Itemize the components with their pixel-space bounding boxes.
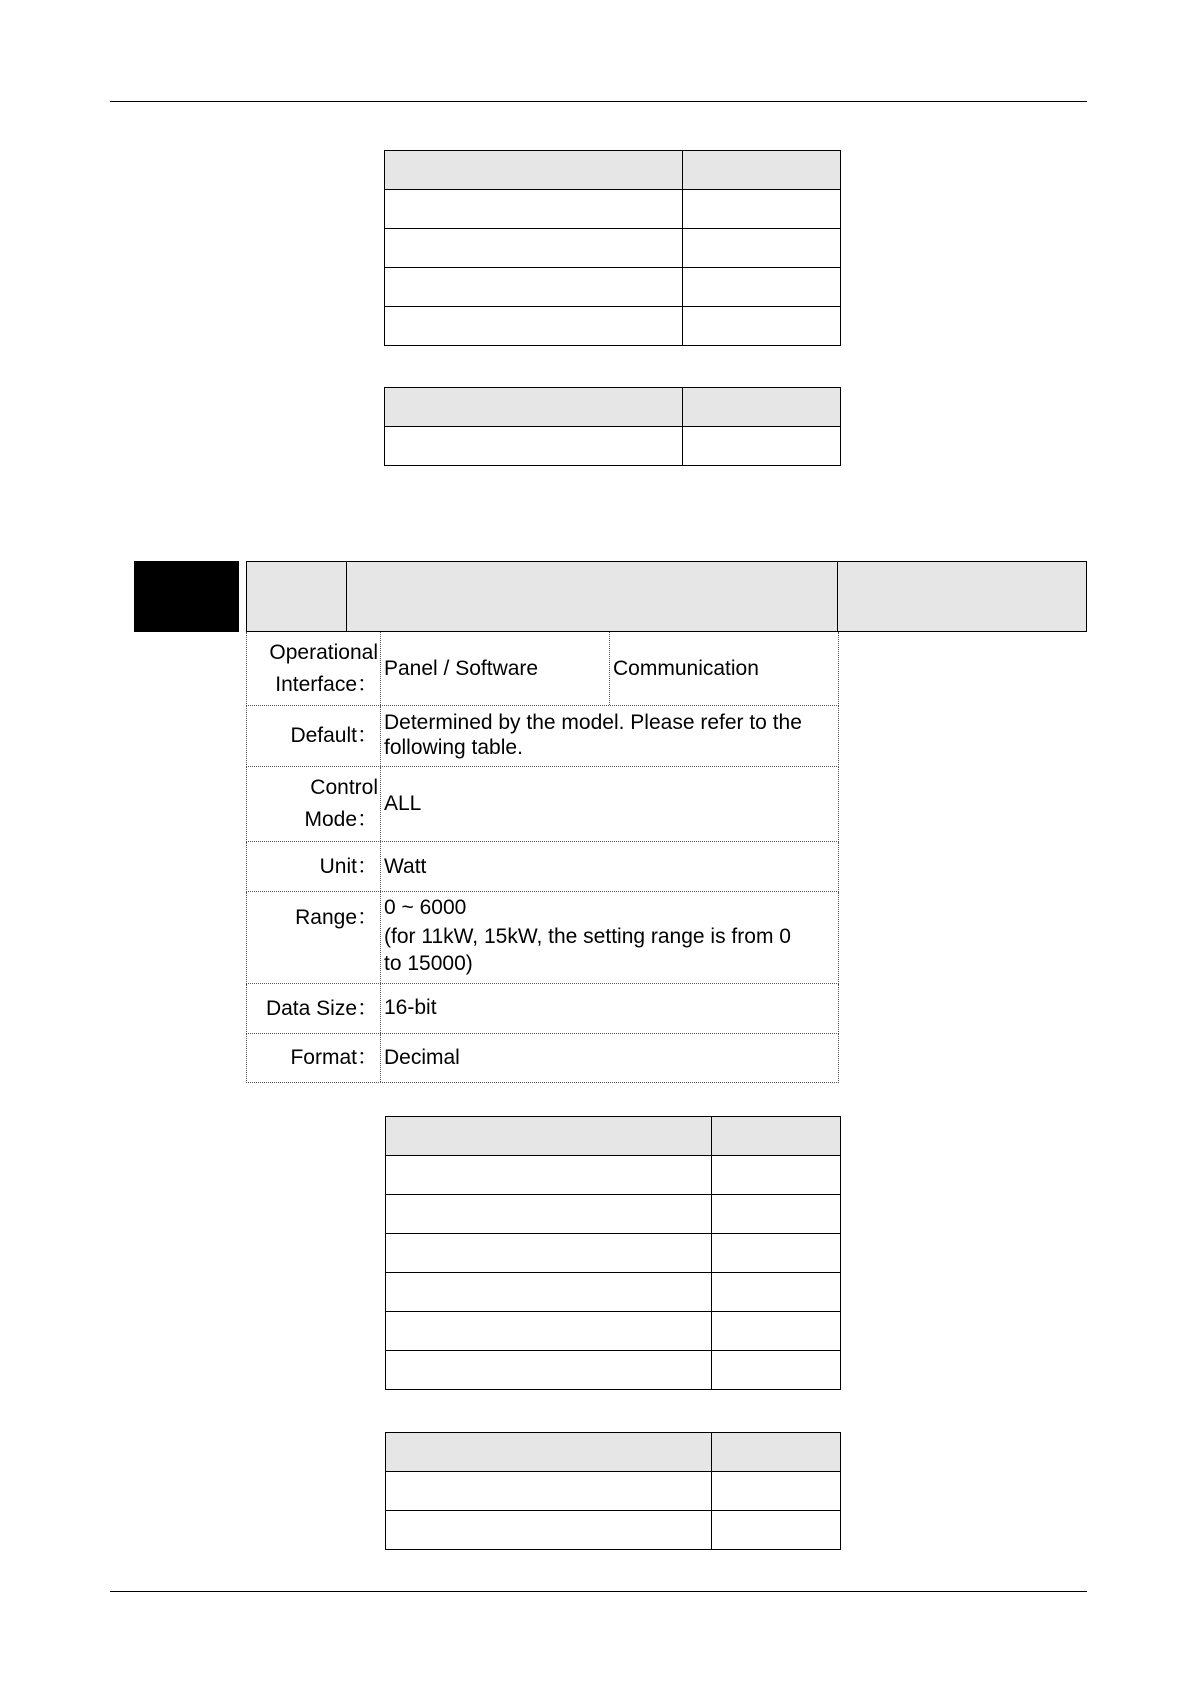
unit-row [246,842,839,892]
data-size-label-text: Data Size： [265,996,378,1020]
unit-label [247,842,381,891]
table-cell [385,427,683,466]
table-header-row [386,1117,841,1156]
model-table-4 [385,1432,841,1550]
format-value [381,1034,838,1082]
control-mode-value [381,767,838,841]
table-row [386,1273,841,1312]
default-row [246,706,839,767]
operational-interface-row [246,632,839,706]
table-row [386,1156,841,1195]
table-cell [386,1195,712,1234]
model-table-1 [384,150,841,346]
table-cell [385,388,683,427]
table-row [386,1234,841,1273]
table-cell [712,1273,841,1312]
operational-interface-comm [610,632,838,705]
format-text: Decimal [384,1046,460,1069]
footer-rule [110,1591,1087,1592]
operational-interface-panel [381,632,610,705]
table-cell [385,268,683,307]
table-cell [683,190,841,229]
control-mode-label [247,767,381,841]
label-line: Mode： [304,808,378,831]
range-value-line: to 15000) [384,952,473,975]
table-row [386,1511,841,1550]
default-value [381,706,838,766]
table-row [386,1472,841,1511]
table-row [385,268,841,307]
table-row [385,427,841,466]
table-cell [385,229,683,268]
unit-label-text: Unit： [319,854,378,878]
chapter-tab [134,561,239,632]
panel-software-text: Panel / Software [384,656,539,680]
label-line: Interface： [275,672,378,696]
format-label [247,1034,381,1082]
table-cell [386,1472,712,1511]
range-label [247,892,381,983]
communication-text: Communication [613,656,759,680]
table-cell [386,1117,712,1156]
unit-value [381,842,838,891]
default-value-line: following table. [384,736,523,759]
format-label-text: Format： [290,1046,378,1069]
table-cell [712,1156,841,1195]
table-cell [712,1472,841,1511]
table-cell [712,1351,841,1390]
parameter-code-cell [246,561,348,632]
table-row [385,307,841,346]
table-cell [385,190,683,229]
table-row [386,1312,841,1351]
parameter-address-cell [837,561,1087,632]
table-row [385,190,841,229]
range-value [381,892,838,983]
header-rule [110,101,1087,102]
label-line: Operational [269,640,378,664]
table-header-row [385,151,841,190]
table-row [385,229,841,268]
table-cell [712,1312,841,1351]
table-cell [385,151,683,190]
table-cell [712,1117,841,1156]
parameter-title-cell [346,561,839,632]
table-cell [683,388,841,427]
table-cell [712,1195,841,1234]
table-cell [683,268,841,307]
parameter-header [134,561,1088,632]
range-value-line: 0 ~ 6000 [384,896,467,919]
table-cell [386,1511,712,1550]
range-label-text: Range： [295,906,378,929]
table-cell [385,307,683,346]
table-cell [386,1312,712,1351]
range-value-line: (for 11kW, 15kW, the setting range is from 0 [384,925,791,948]
default-label [247,706,381,766]
operational-interface-label [247,632,381,705]
table-cell [386,1234,712,1273]
model-table-2 [384,387,841,466]
table-cell [386,1351,712,1390]
parameter-attributes [246,632,839,1083]
unit-text: Watt [384,854,427,878]
table-cell [386,1433,712,1472]
table-cell [386,1156,712,1195]
table-row [386,1195,841,1234]
table-header-row [385,388,841,427]
table-cell [712,1234,841,1273]
model-table-3 [385,1116,841,1390]
table-cell [712,1433,841,1472]
format-row [246,1034,839,1083]
data-size-label [247,984,381,1033]
table-cell [683,427,841,466]
table-header-row [386,1433,841,1472]
control-mode-text: ALL [384,792,422,815]
table-cell [683,229,841,268]
data-size-text: 16-bit [384,995,437,1019]
table-row [386,1351,841,1390]
data-size-row [246,984,839,1034]
control-mode-row [246,767,839,842]
table-cell [683,151,841,190]
table-cell [712,1511,841,1550]
table-cell [386,1273,712,1312]
range-row [246,892,839,984]
table-cell [683,307,841,346]
data-size-value [381,984,838,1033]
default-label-text: Default： [290,724,378,747]
label-line: Control [310,776,378,799]
default-value-line: Determined by the model. Please refer to the [384,711,802,734]
